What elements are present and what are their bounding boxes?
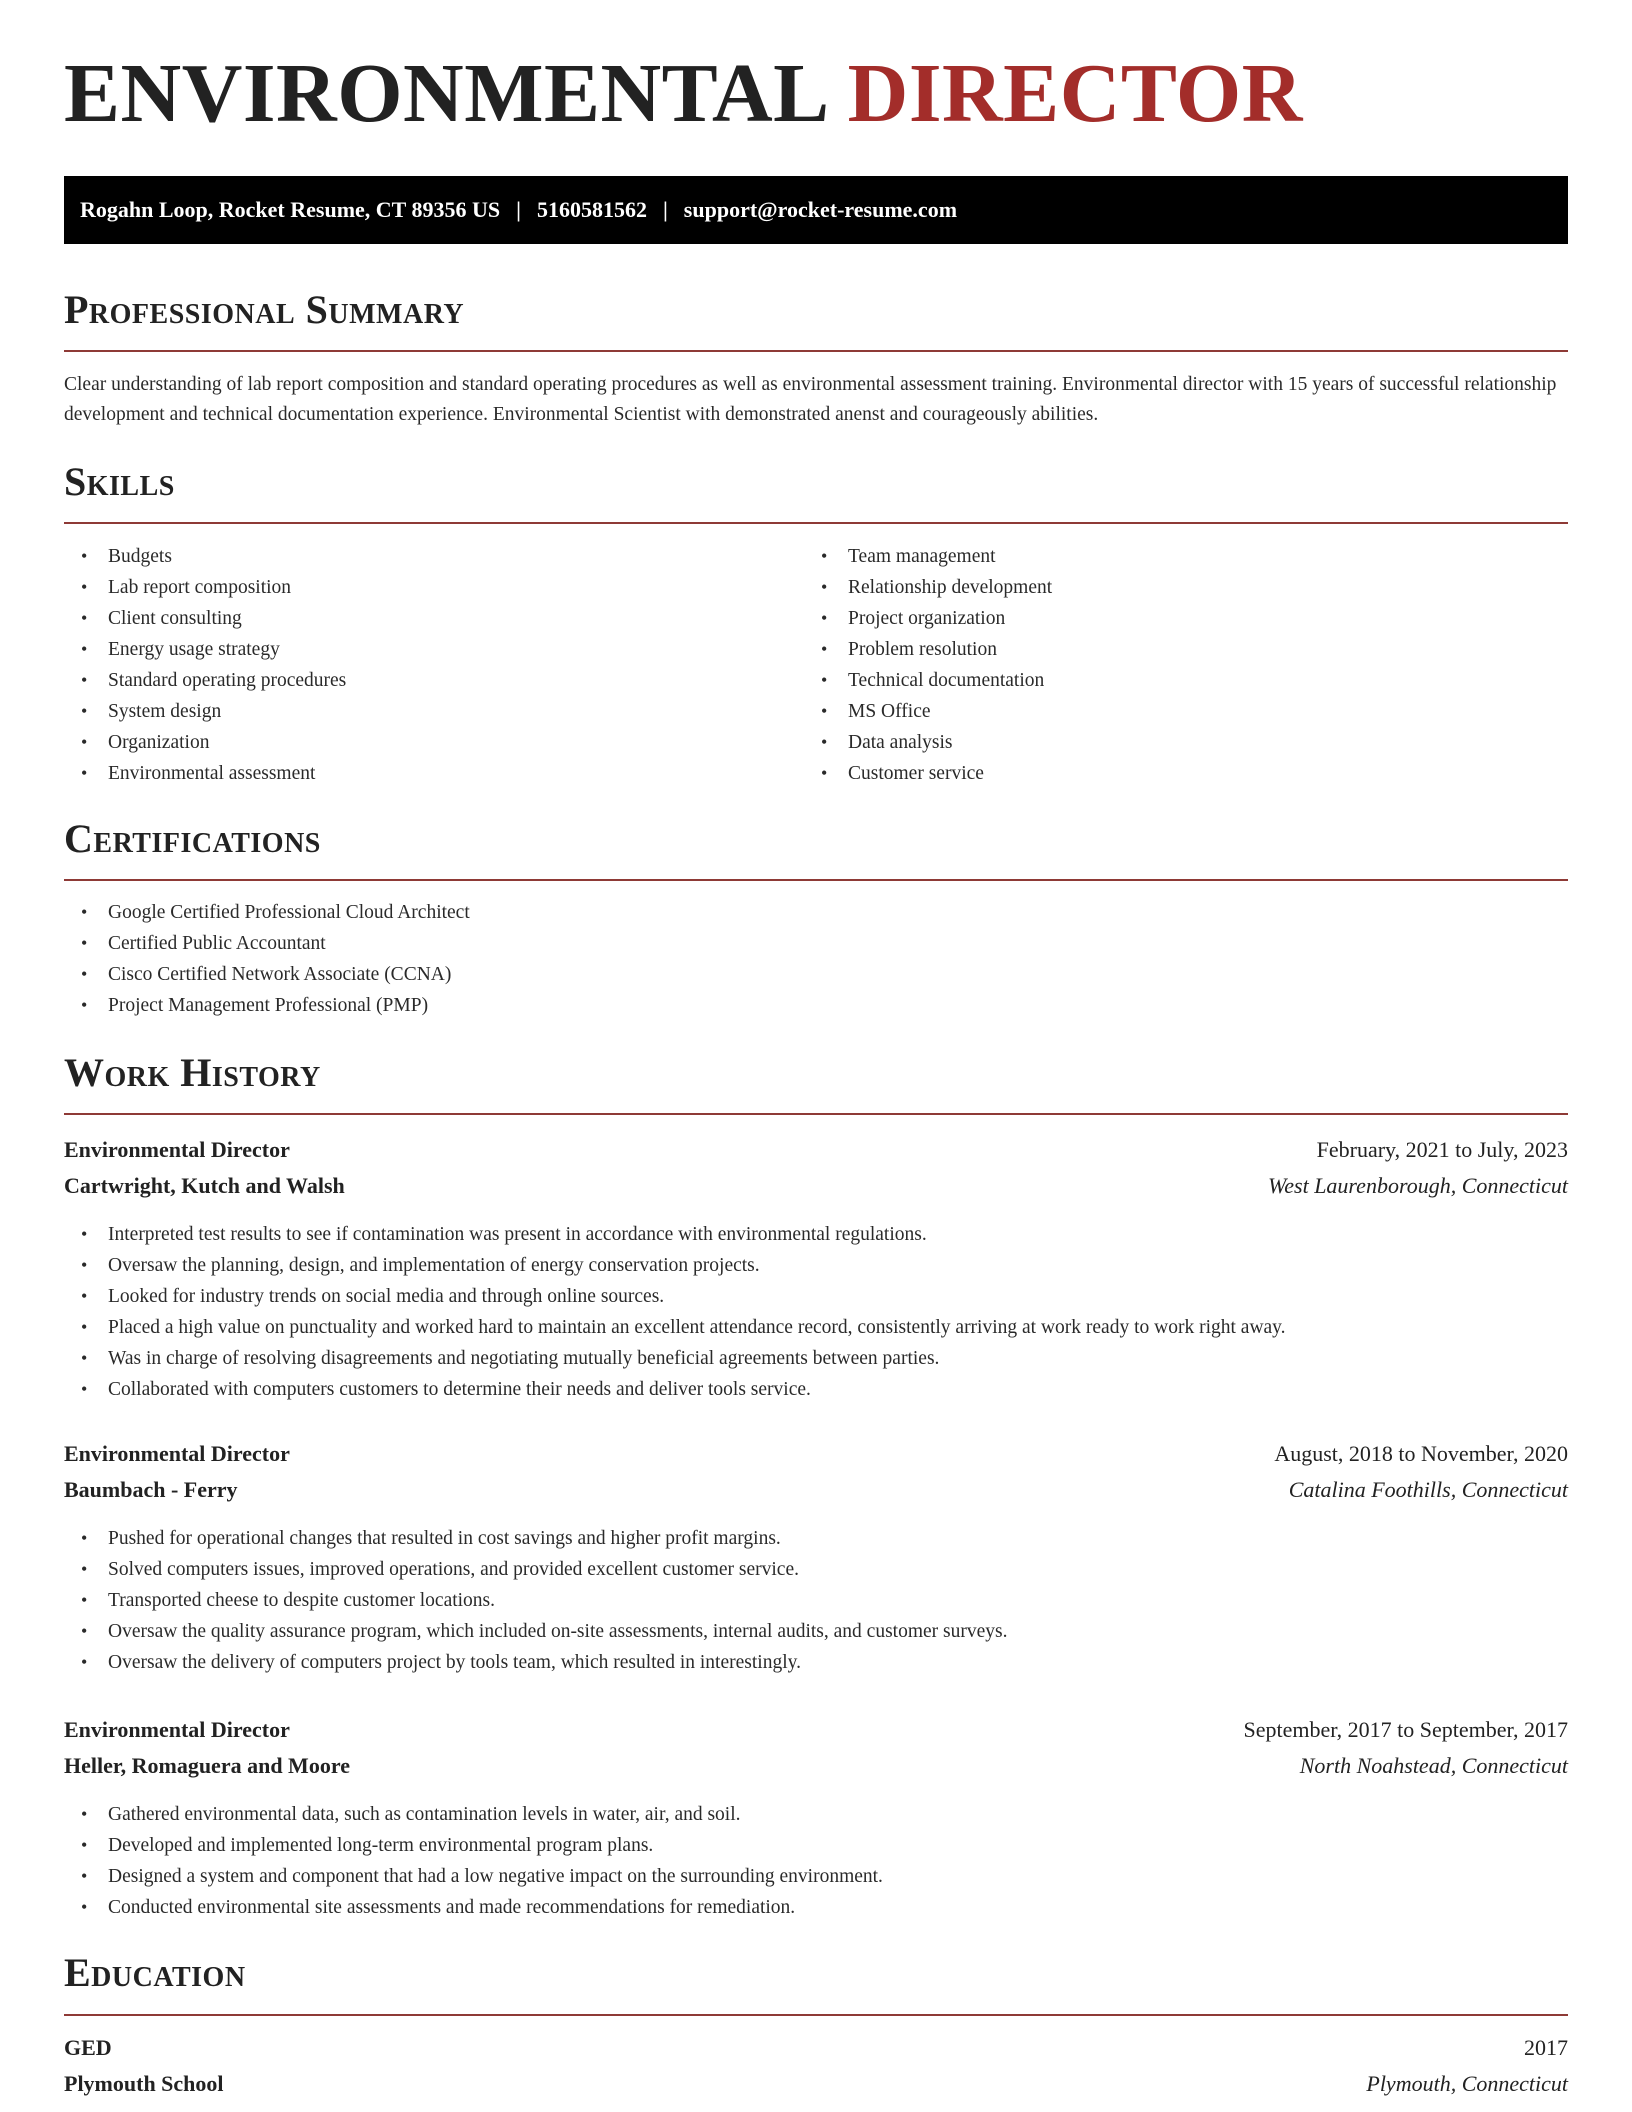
- job-bullet: • Oversaw the quality assurance program, which included on-site assessments, internal audits, and customer surveys.: [64, 1616, 1568, 1647]
- resume-title: [64, 47, 1303, 140]
- job-company-row: [64, 1750, 1568, 1782]
- job-bullet: • Collaborated with computers customers to determine their needs and deliver tools service.: [64, 1374, 1568, 1405]
- education-degree-row: [64, 2032, 1568, 2064]
- job-company: Heller, Romaguera and Moore: [64, 1753, 350, 1778]
- skill-item: • Client consulting: [64, 603, 784, 634]
- job-title-row: [64, 1714, 1568, 1746]
- job-company-row: [64, 1474, 1568, 1506]
- summary-text: Clear understanding of lab report composition and standard operating procedures as well as environmental assessment training. Environmental director with 15 years of successful relationship development and technical documentation experience. Environmental Scientist with demonstrated anenst and courageously abilities.: [64, 374, 1557, 425]
- certifications-heading: Certifications: [64, 816, 321, 861]
- job-bullets: [64, 1799, 1568, 1923]
- skill-item: • Problem resolution: [804, 634, 1524, 665]
- job-title: Environmental Director: [64, 1717, 290, 1742]
- job-bullet: • Oversaw the delivery of computers project by tools team, which resulted in interestingly.: [64, 1647, 1568, 1678]
- skill-item: • Environmental assessment: [64, 758, 784, 789]
- skills-list-right: [804, 541, 1524, 789]
- job-bullet: • Interpreted test results to see if contamination was present in accordance with environmental regulations.: [64, 1219, 1568, 1250]
- job-bullet: • Solved computers issues, improved operations, and provided excellent customer service.: [64, 1554, 1568, 1585]
- job-title-row: [64, 1134, 1568, 1166]
- job-title-row: [64, 1438, 1568, 1470]
- job-bullet: • Looked for industry trends on social media and through online sources.: [64, 1281, 1568, 1312]
- summary-section-header: [64, 287, 1568, 352]
- job-bullet: • Developed and implemented long-term environmental program plans.: [64, 1830, 1568, 1861]
- job-bullet: • Designed a system and component that had a low negative impact on the surrounding environment.: [64, 1861, 1568, 1892]
- skill-item: • Data analysis: [804, 727, 1524, 758]
- job-company: Baumbach - Ferry: [64, 1477, 238, 1502]
- job-bullet: • Placed a high value on punctuality and worked hard to maintain an excellent attendance record, consistently arriving at work ready to work right away.: [64, 1312, 1568, 1343]
- skills-heading: Skills: [64, 459, 175, 504]
- job-bullet: • Conducted environmental site assessments and made recommendations for remediation.: [64, 1892, 1568, 1923]
- job-bullets: [64, 1219, 1568, 1405]
- work-heading: Work History: [64, 1050, 321, 1095]
- job-bullet: • Was in charge of resolving disagreements and negotiating mutually beneficial agreements between parties.: [64, 1343, 1568, 1374]
- skill-item: • Budgets: [64, 541, 784, 572]
- skill-item: • Project organization: [804, 603, 1524, 634]
- skill-item: • System design: [64, 696, 784, 727]
- job-bullet: • Transported cheese to despite customer locations.: [64, 1585, 1568, 1616]
- education-heading: Education: [64, 1950, 246, 1995]
- education-location: Plymouth, Connecticut: [1366, 2071, 1568, 2096]
- education-section-header: [64, 1950, 1568, 2016]
- skill-item: • Team management: [804, 541, 1524, 572]
- contact-separator: |: [662, 197, 668, 222]
- skill-item: • MS Office: [804, 696, 1524, 727]
- skills-section-header: [64, 459, 1568, 524]
- summary-heading: Professional Summary: [64, 287, 465, 332]
- job-location: North Noahstead, Connecticut: [1299, 1753, 1568, 1778]
- job-company-row: [64, 1170, 1568, 1202]
- skills-list-left: [64, 541, 784, 789]
- work-section-header: [64, 1050, 1568, 1115]
- job-bullet: • Gathered environmental data, such as contamination levels in water, air, and soil.: [64, 1799, 1568, 1830]
- contact-phone: 5160581562: [536, 197, 647, 222]
- education-degree: GED: [64, 2035, 112, 2060]
- certification-item: • Certified Public Accountant: [64, 928, 1568, 959]
- job-bullets: [64, 1523, 1568, 1678]
- skill-item: • Technical documentation: [804, 665, 1524, 696]
- contact-bar: [64, 176, 1568, 244]
- contact-separator: |: [516, 197, 521, 222]
- certification-item: • Google Certified Professional Cloud Architect: [64, 897, 1568, 928]
- education-year: 2017: [1524, 2035, 1568, 2060]
- job-dates: August, 2018 to November, 2020: [1274, 1441, 1568, 1466]
- skill-item: • Customer service: [804, 758, 1524, 789]
- job-title: Environmental Director: [64, 1137, 290, 1162]
- contact-email: support@rocket-resume.com: [683, 197, 958, 222]
- contact-address: Rogahn Loop, Rocket Resume, CT 89356 US: [80, 197, 501, 222]
- certification-item: • Cisco Certified Network Associate (CCNA): [64, 959, 1568, 990]
- job-dates: September, 2017 to September, 2017: [1243, 1717, 1568, 1742]
- skill-item: • Energy usage strategy: [64, 634, 784, 665]
- education-school: Plymouth School: [64, 2071, 224, 2096]
- certifications-section-header: [64, 816, 1568, 881]
- title-word-director: DIRECTOR: [847, 47, 1303, 140]
- job-bullet: • Pushed for operational changes that resulted in cost savings and higher profit margins.: [64, 1523, 1568, 1554]
- title-word-role: ENVIRONMENTAL: [64, 47, 830, 140]
- skill-item: • Organization: [64, 727, 784, 758]
- job-company: Cartwright, Kutch and Walsh: [64, 1173, 345, 1198]
- certification-item: • Project Management Professional (PMP): [64, 990, 1568, 1021]
- skill-item: • Relationship development: [804, 572, 1524, 603]
- skill-item: • Lab report composition: [64, 572, 784, 603]
- job-location: West Laurenborough, Connecticut: [1267, 1173, 1568, 1198]
- job-location: Catalina Foothills, Connecticut: [1288, 1477, 1568, 1502]
- job-dates: February, 2021 to July, 2023: [1316, 1137, 1568, 1162]
- education-school-row: [64, 2068, 1568, 2100]
- skill-item: • Standard operating procedures: [64, 665, 784, 696]
- job-bullet: • Oversaw the planning, design, and implementation of energy conservation projects.: [64, 1250, 1568, 1281]
- job-title: Environmental Director: [64, 1441, 290, 1466]
- certifications-list: [64, 897, 1568, 1021]
